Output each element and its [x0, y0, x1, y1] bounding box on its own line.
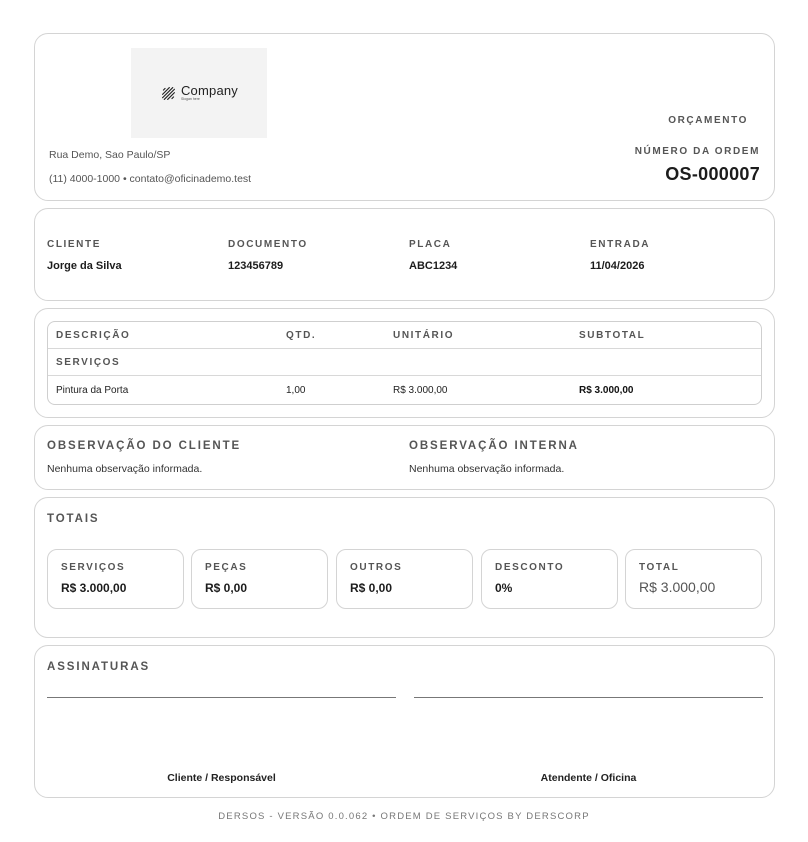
total-box-value: R$ 3.000,00 — [639, 579, 716, 595]
total-box-value: R$ 3.000,00 — [61, 581, 127, 595]
items-card — [34, 308, 775, 418]
entry-date-value: 11/04/2026 — [590, 260, 645, 272]
company-logo — [131, 48, 267, 138]
company-logo-icon — [160, 85, 177, 102]
client-signature-line — [47, 697, 396, 698]
header-card — [34, 33, 775, 201]
total-box-value: 0% — [495, 581, 513, 595]
plate-field-label: PLACA — [409, 239, 452, 250]
company-logo-name: Company — [180, 83, 239, 99]
document-field-label: DOCUMENTO — [228, 239, 308, 250]
item-description: Pintura da Porta — [56, 384, 129, 396]
total-box-label: DESCONTO — [495, 562, 565, 573]
client-field-label: CLIENTE — [47, 239, 101, 250]
totals-card — [34, 497, 775, 638]
client-observation — [47, 440, 241, 477]
attendant-signature-line — [414, 697, 763, 698]
column-header-description: DESCRIÇÃO — [56, 329, 131, 341]
company-address: Rua Demo, Sao Paulo/SP — [49, 149, 171, 161]
total-box-label: TOTAL — [639, 562, 680, 573]
observations-card — [34, 425, 775, 490]
table-row — [48, 376, 761, 404]
total-box-value: R$ 0,00 — [350, 581, 393, 595]
document-type: ORÇAMENTO — [668, 115, 748, 126]
internal-observation-label: OBSERVAÇÃO INTERNA — [409, 440, 579, 452]
order-number: OS-000007 — [665, 164, 760, 184]
internal-observation — [409, 440, 579, 477]
total-box-services — [47, 549, 184, 609]
total-box-grand-total — [625, 549, 762, 609]
item-unit-price: R$ 3.000,00 — [393, 384, 448, 396]
client-name: Jorge da Silva — [47, 260, 122, 272]
table-section-row — [48, 349, 761, 376]
total-box-label: OUTROS — [350, 562, 403, 573]
document-field — [228, 239, 308, 274]
item-qty: 1,00 — [286, 384, 306, 396]
attendant-signature-caption: Atendente / Oficina — [540, 772, 637, 784]
signatures-card — [34, 645, 775, 798]
signatures-title: ASSINATURAS — [47, 661, 151, 673]
table-header-row — [48, 322, 761, 349]
items-table — [47, 321, 762, 405]
entry-date-label: ENTRADA — [590, 239, 651, 250]
client-observation-text: Nenhuma observação informada. — [47, 463, 203, 475]
plate-field — [409, 239, 457, 274]
client-signature-caption: Cliente / Responsável — [167, 772, 276, 784]
total-box-label: PEÇAS — [205, 562, 248, 573]
order-number-label: NÚMERO DA ORDEM — [634, 146, 760, 157]
column-header-qty: QTD. — [286, 329, 317, 341]
column-header-unit: UNITÁRIO — [393, 329, 455, 341]
total-box-label: SERVIÇOS — [61, 562, 126, 573]
company-logo-tagline: Slogan here — [180, 97, 200, 102]
client-info-card — [34, 208, 775, 301]
client-field — [47, 239, 122, 274]
plate-value: ABC1234 — [409, 260, 458, 272]
client-observation-label: OBSERVAÇÃO DO CLIENTE — [47, 440, 242, 452]
total-box-parts — [191, 549, 328, 609]
entry-date-field — [590, 239, 650, 274]
total-box-others — [336, 549, 473, 609]
totals-title: TOTAIS — [47, 513, 100, 525]
total-box-value: R$ 0,00 — [205, 581, 248, 595]
document-value: 123456789 — [228, 260, 284, 272]
item-subtotal: R$ 3.000,00 — [579, 384, 634, 396]
section-label-services: SERVIÇOS — [56, 356, 121, 368]
internal-observation-text: Nenhuma observação informada. — [409, 463, 565, 475]
total-box-discount — [481, 549, 618, 609]
footer-version: DERSOS - VERSÃO 0.0.062 • ORDEM DE SERVIÇOS BY DERSCORP — [218, 811, 590, 822]
column-header-subtotal: SUBTOTAL — [579, 329, 646, 341]
company-contact: (11) 4000-1000 • contato@oficinademo.test — [49, 173, 252, 185]
